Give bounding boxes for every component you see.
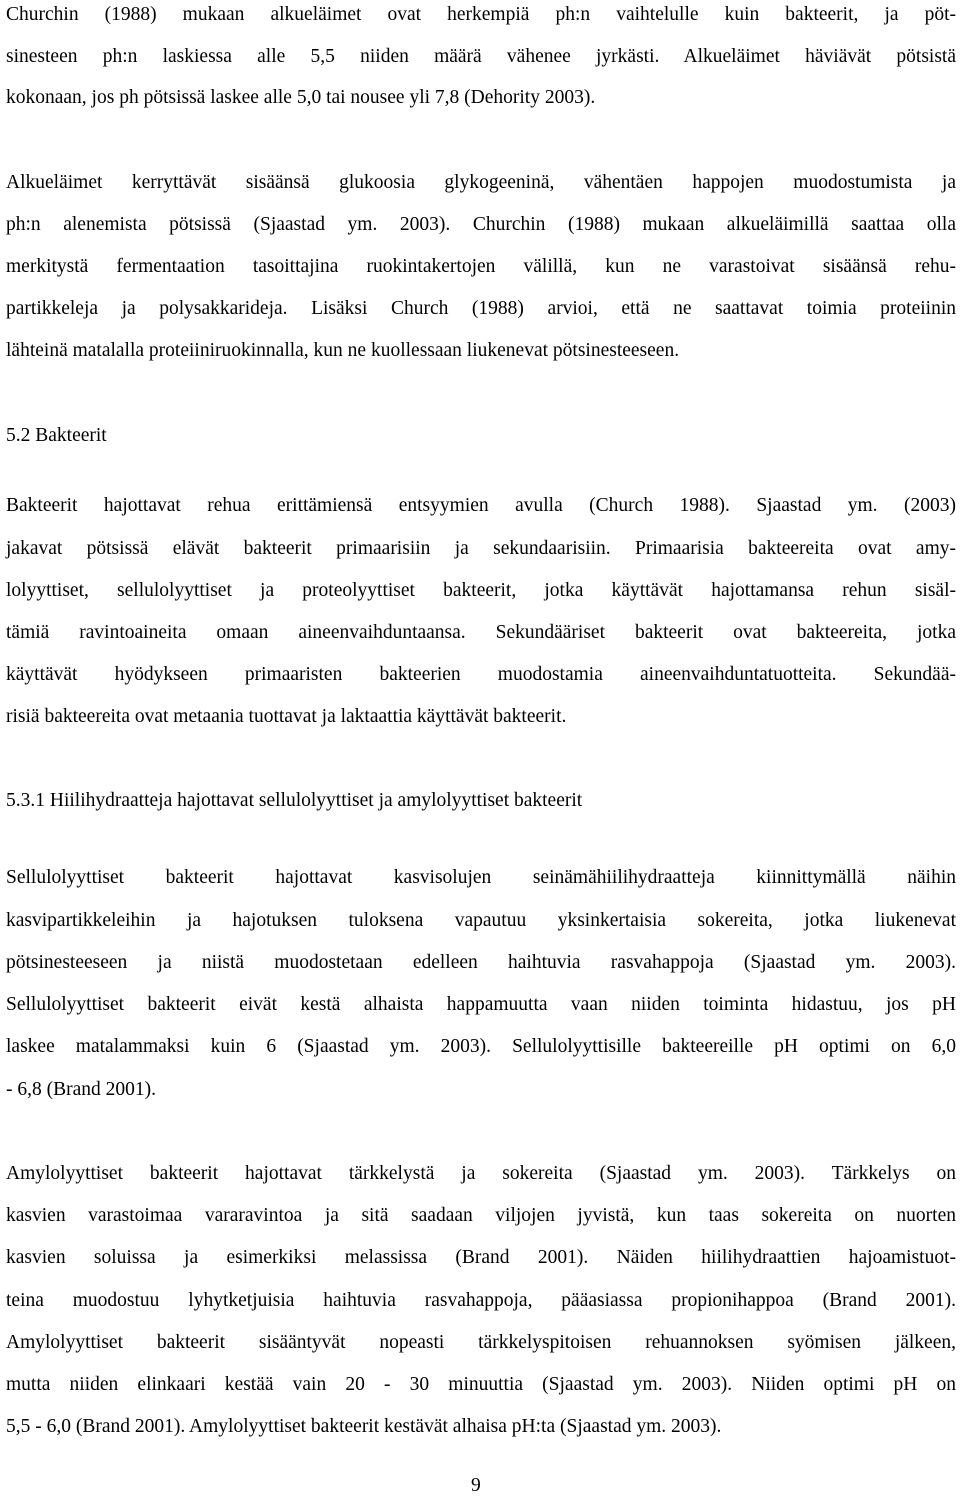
text-line: käyttävät hyödykseen primaaristen bakteerien muodostamia aineenvaihduntatuotteita. Sekundää- (6, 664, 956, 685)
text-line: pötsinesteeseen ja niistä muodostetaan edelleen haihtuvia rasvahappoja (Sjaastad ym. 2003). (6, 952, 956, 973)
text-line: lähteinä matalalla proteiiniruokinnalla, kun ne kuollessaan liukenevat pötsinesteeseen. (6, 340, 680, 361)
text-line: kokonaan, jos ph pötsissä laskee alle 5,0 tai nousee yli 7,8 (Dehority 2003). (6, 87, 596, 108)
text-line: ph:n alenemista pötsissä (Sjaastad ym. 2003). Churchin (1988) mukaan alkueläimillä saattaa olla (6, 214, 956, 235)
text-line: kasvien soluissa ja esimerkiksi melassissa (Brand 2001). Näiden hiilihydraattien hajoamistuot- (6, 1247, 956, 1268)
text-line: lolyyttiset, sellulolyyttiset ja proteolyyttiset bakteerit, jotka käyttävät hajottamansa rehun sisäl- (6, 580, 956, 601)
text-line: Bakteerit hajottavat rehua erittämiensä entsyymien avulla (Church 1988). Sjaastad ym. (2003) (6, 495, 956, 516)
text-line: Churchin (1988) mukaan alkueläimet ovat herkempiä ph:n vaihtelulle kuin bakteerit, ja pöt- (6, 4, 956, 25)
text-line: partikkeleja ja polysakkarideja. Lisäksi Church (1988) arvioi, että ne saattavat toimia proteiinin (6, 298, 956, 319)
subsection-heading: 5.3.1 Hiilihydraatteja hajottavat sellulolyyttiset ja amylolyyttiset bakteerit (6, 790, 583, 811)
page-number: 9 (471, 1475, 481, 1496)
text-line: kasvien varastoimaa vararavintoa ja sitä saadaan viljojen jyvistä, kun taas sokereita on nuorten (6, 1205, 956, 1226)
text-line: merkitystä fermentaation tasoittajina ruokintakertojen välillä, kun ne varastoivat sisäänsä rehu- (6, 256, 956, 277)
text-line: kasvipartikkeleihin ja hajotuksen tuloksena vapautuu yksinkertaisia sokereita, jotka liukenevat (6, 910, 956, 931)
text-line: Alkueläimet kerryttävät sisäänsä glukoosia glykogeeninä, vähentäen happojen muodostumista ja (6, 172, 956, 193)
text-line: jakavat pötsissä elävät bakteerit primaarisiin ja sekundaarisiin. Primaarisia bakteereita ovat amy- (6, 538, 956, 559)
text-line: sinesteen ph:n laskiessa alle 5,5 niiden määrä vähenee jyrkästi. Alkueläimet häviävät pötsistä (6, 46, 956, 67)
text-line: teina muodostuu lyhytketjuisia haihtuvia rasvahappoja, pääasiassa propionihappoa (Brand 2001). (6, 1290, 956, 1311)
text-line: risiä bakteereita ovat metaania tuottavat ja laktaattia käyttävät bakteerit. (6, 706, 567, 727)
text-line: 5,5 - 6,0 (Brand 2001). Amylolyyttiset bakteerit kestävät alhaisa pH:ta (Sjaastad ym. 2003). (6, 1416, 722, 1437)
section-heading: 5.2 Bakteerit (6, 425, 107, 446)
text-line: Sellulolyyttiset bakteerit hajottavat kasvisolujen seinämähiilihydraatteja kiinnittymällä näihin (6, 867, 956, 888)
text-line: Sellulolyyttiset bakteerit eivät kestä alhaista happamuutta vaan niiden toiminta hidastuu, jos pH (6, 994, 956, 1015)
text-line: Amylolyyttiset bakteerit sisääntyvät nopeasti tärkkelyspitoisen rehuannoksen syömisen jälkeen, (6, 1332, 956, 1353)
text-line: tämiä ravintoaineita omaan aineenvaihduntaansa. Sekundääriset bakteerit ovat bakteereita, jotka (6, 622, 956, 643)
text-line: laskee matalammaksi kuin 6 (Sjaastad ym. 2003). Sellulolyyttisille bakteereille pH optimi on 6,0 (6, 1036, 956, 1057)
text-line: mutta niiden elinkaari kestää vain 20 - 30 minuuttia (Sjaastad ym. 2003). Niiden optimi pH on (6, 1374, 956, 1395)
text-line: Amylolyyttiset bakteerit hajottavat tärkkelystä ja sokereita (Sjaastad ym. 2003). Tärkkelys on (6, 1163, 956, 1184)
text-line: - 6,8 (Brand 2001). (6, 1079, 157, 1100)
